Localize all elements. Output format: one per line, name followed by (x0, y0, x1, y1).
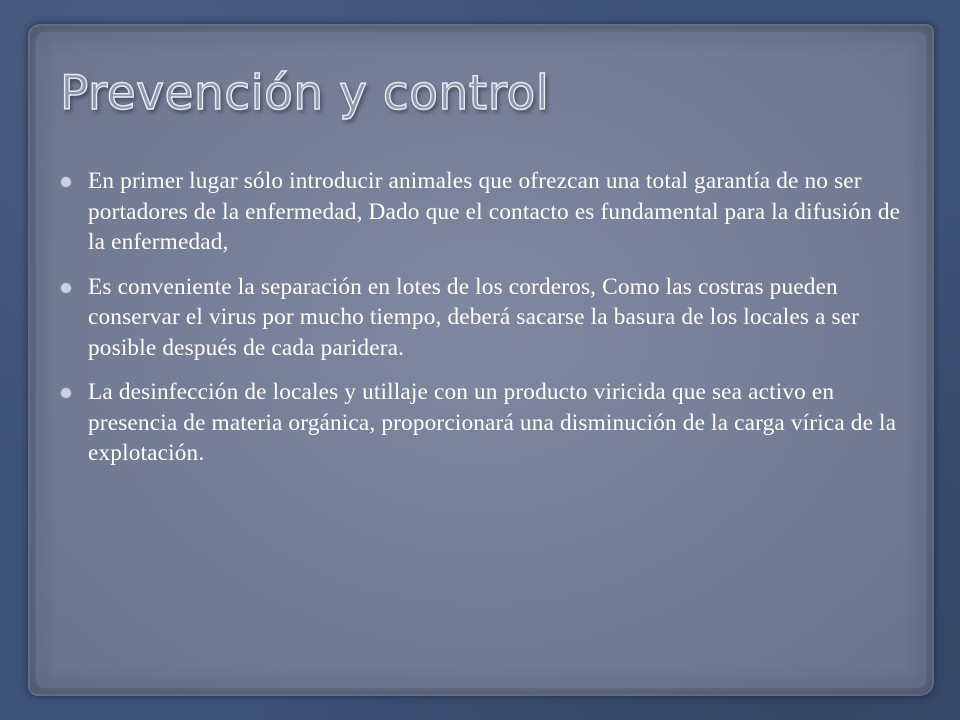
bullet-dot-icon (61, 388, 71, 398)
bullet-dot-icon (61, 177, 71, 187)
bullet-text: Es conveniente la separación en lotes de los corderos, Como las costras pueden conservar el virus por mucho tiempo, deberá sacarse la basura de los locales a ser posible después de cada paridera. (88, 273, 860, 361)
bullet-dot-icon (61, 283, 71, 293)
bullet-item-2 (60, 272, 902, 364)
bullet-text: La desinfección de locales y utillaje con un producto viricida que sea activo en presencia de materia orgánica, proporcionará una disminución de la carga vírica de la explotación. (88, 379, 897, 466)
slide-title: Prevención y control (60, 66, 550, 121)
bullet-text: En primer lugar sólo introducir animales que ofrezcan una total garantía de no ser portadores de la enfermedad, Dado que el contacto es fundamental para la difusión de la enfermedad, (88, 168, 901, 255)
bullet-list (60, 166, 902, 483)
bullet-item-1 (60, 166, 902, 258)
bullet-item-3 (60, 377, 902, 469)
